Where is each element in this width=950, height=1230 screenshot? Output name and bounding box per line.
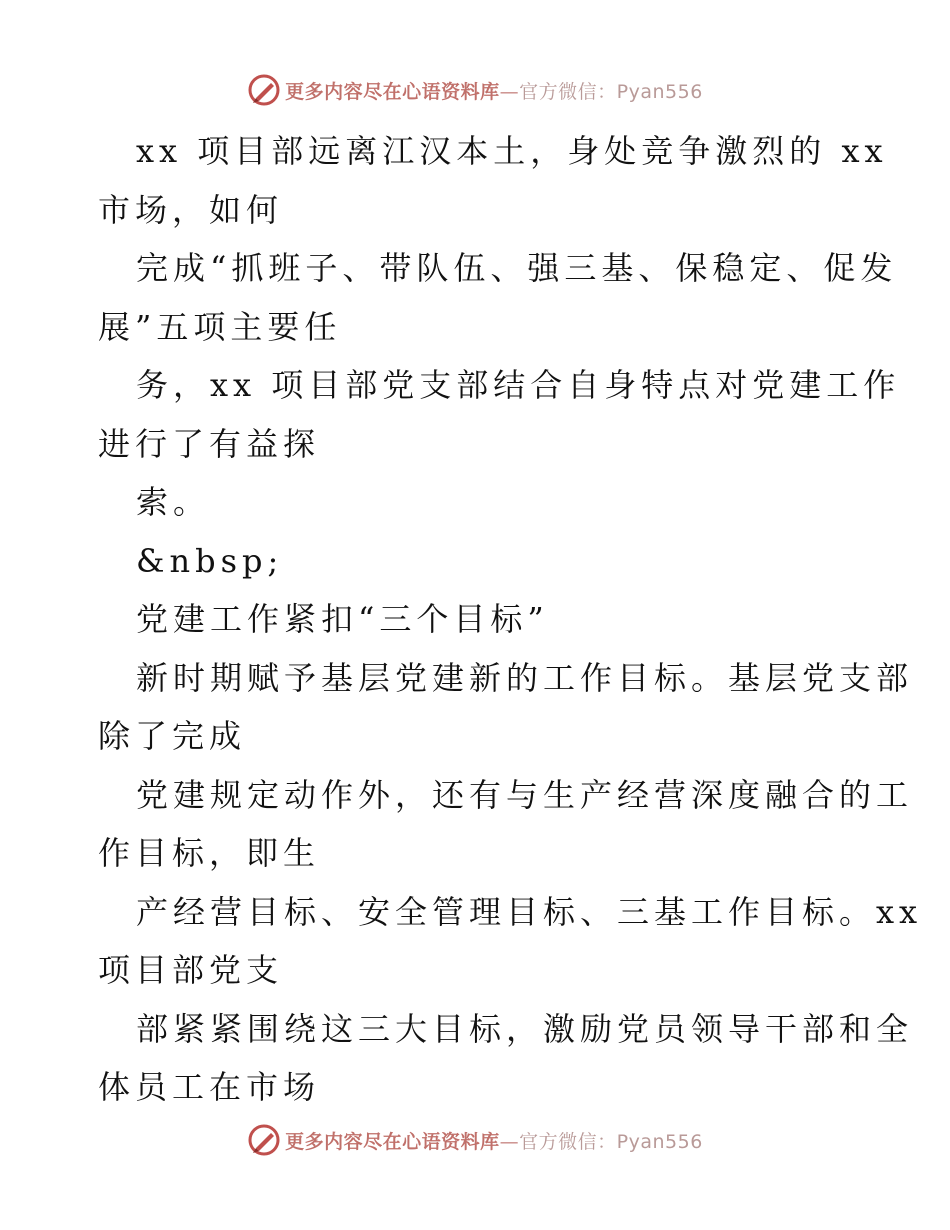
text-line: 体员工在市场 <box>98 1068 321 1106</box>
footer-watermark <box>0 1120 950 1160</box>
watermark-brand: 更多内容尽在心语资料库 <box>285 1130 500 1153</box>
watermark-text <box>285 77 703 104</box>
quill-logo-icon <box>247 73 281 107</box>
text-line: 进行了有益探 <box>98 424 321 463</box>
text-line: 作目标，即生 <box>98 834 321 872</box>
text-line: 除了完成 <box>98 717 247 755</box>
text-line: 展”五项主要任 <box>98 307 342 346</box>
text-line: 党建规定动作外，还有与生产经营深度融合的工 <box>136 775 914 814</box>
watermark-contact: 官方微信：Pyan556 <box>519 1130 703 1153</box>
text-line: 务，xx 项目部党支部结合自身特点对党建工作 <box>136 366 901 404</box>
watermark-dash: — <box>499 80 520 103</box>
text-line: 项目部党支 <box>98 951 284 989</box>
quill-logo-icon <box>247 1123 281 1157</box>
header-watermark <box>0 70 950 110</box>
text-line: 索。 <box>136 483 211 521</box>
text-line: 部紧紧围绕这三大目标，激励党员领导干部和全 <box>136 1009 914 1048</box>
text-line: xx 项目部远离江汉本土，身处竞争激烈的 xx <box>136 132 888 170</box>
text-line: &nbsp; <box>136 541 284 580</box>
document-body <box>98 122 923 1117</box>
text-line: 完成“抓班子、带队伍、强三基、保稳定、促发 <box>136 249 898 287</box>
watermark-dash: — <box>499 1130 520 1153</box>
section-heading: 党建工作紧扣“三个目标” <box>136 600 549 638</box>
watermark-contact: 官方微信：Pyan556 <box>519 80 703 103</box>
watermark-brand: 更多内容尽在心语资料库 <box>285 80 500 103</box>
watermark-text <box>285 1127 703 1154</box>
text-line: 市场，如何 <box>98 190 284 229</box>
text-line: 新时期赋予基层党建新的工作目标。基层党支部 <box>136 658 914 697</box>
text-line: 产经营目标、安全管理目标、三基工作目标。xx <box>136 892 923 931</box>
